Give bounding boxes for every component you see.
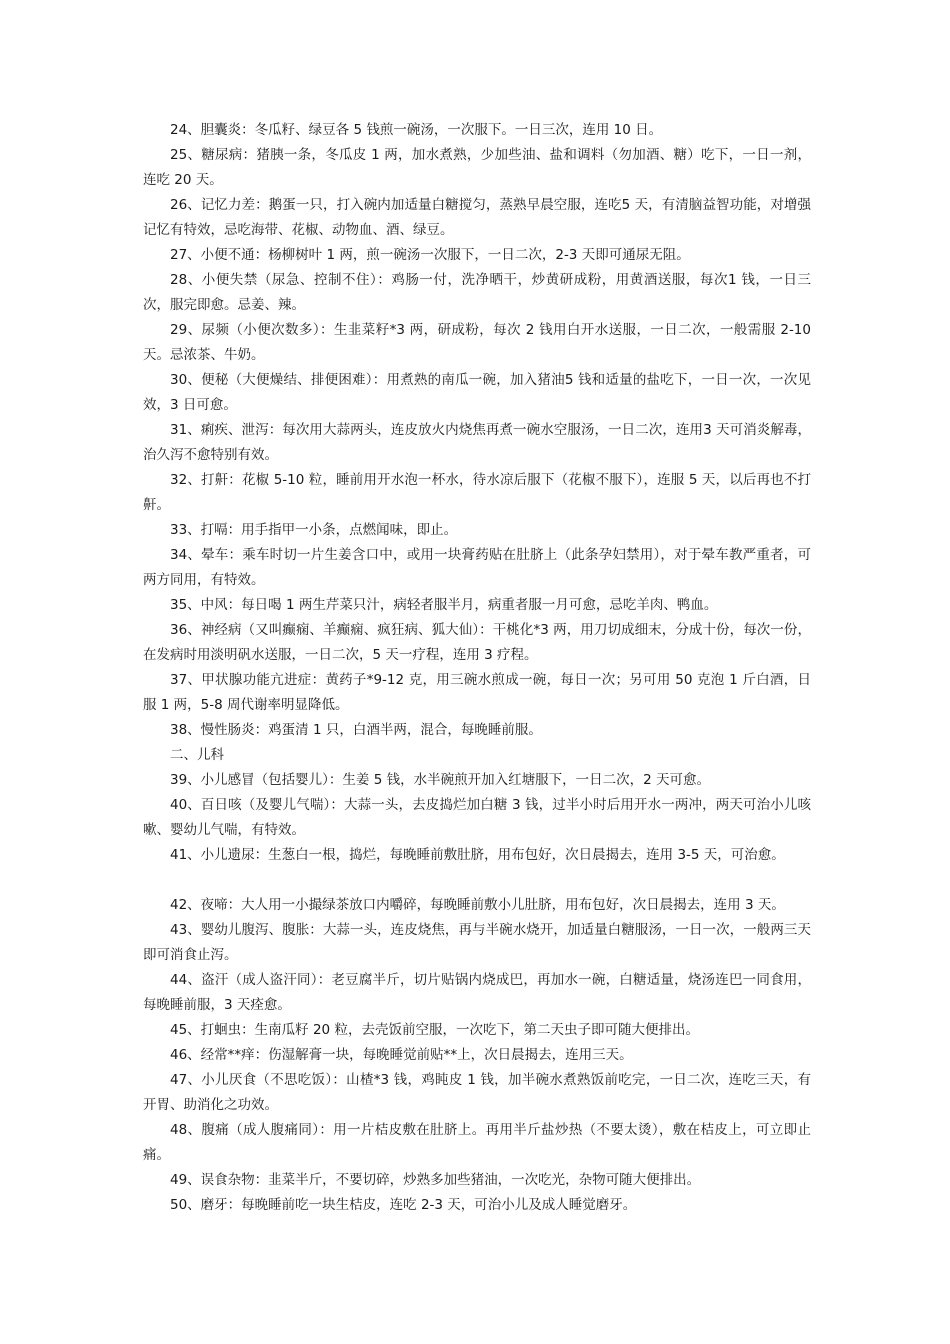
remedy-paragraph: 32、打鼾：花椒 5-10 粒，睡前用开水泡一杯水，待水凉后服下（花椒不服下），连服 5 天，以后再也不打鼾。	[143, 472, 811, 513]
remedy-paragraph: 35、中风：每日喝 1 两生芹菜只汁，病轻者服半月，病重者服一月可愈，忌吃羊肉、鸭血。	[170, 597, 718, 613]
remedy-paragraph: 33、打嗝：用手指甲一小条，点燃闻味，即止。	[170, 522, 458, 538]
remedy-paragraph: 45、打蛔虫：生南瓜籽 20 粒，去壳饭前空服，一次吃下，第二天虫子即可随大便排出。	[170, 1022, 699, 1038]
remedy-paragraph: 44、盗汗（成人盗汗同）：老豆腐半斤，切片贴锅内烧成巴，再加水一碗，白糖适量，烧汤连巴一同食用，每晚睡前服，3 天痊愈。	[143, 972, 811, 1013]
remedy-paragraph: 46、经常**痒：伤湿解膏一块，每晚睡觉前贴**上，次日晨揭去，连用三天。	[170, 1047, 633, 1063]
remedy-paragraph: 50、磨牙：每晚睡前吃一块生桔皮，连吃 2-3 天，可治小儿及成人睡觉磨牙。	[170, 1197, 637, 1213]
document-body	[143, 118, 811, 1218]
remedy-paragraph: 28、小便失禁（尿急、控制不住）：鸡肠一付，洗净晒干，炒黄研成粉，用黄酒送服，每次1 钱，一日三次，服完即愈。忌姜、辣。	[143, 272, 811, 313]
remedy-paragraph: 25、糖尿病：猪胰一条，冬瓜皮 1 两，加水煮熟，少加些油、盐和调料（勿加酒、糖）吃下，一日一剂，连吃 20 天。	[143, 147, 811, 188]
remedy-paragraph: 36、神经病（又叫癫痫、羊癫痫、疯狂病、狐大仙）：干桃化*3 两，用刀切成细末，分成十份，每次一份，在发病时用淡明矾水送服，一日二次，5 天一疗程，连用 3 疗程。	[143, 622, 811, 663]
remedy-paragraph: 43、婴幼儿腹泻、腹胀：大蒜一头，连皮烧焦，再与半碗水烧开，加适量白糖服汤，一日一次，一般两三天即可消食止泻。	[143, 922, 811, 963]
remedy-paragraph: 39、小儿感冒（包括婴儿）：生姜 5 钱，水半碗煎开加入红塘服下，一日二次，2 天可愈。	[170, 772, 710, 788]
section-heading-pediatrics: 二、儿科	[170, 747, 224, 763]
remedy-paragraph: 42、夜啼：大人用一小撮绿茶放口内嚼碎，每晚睡前敷小儿肚脐，用布包好，次日晨揭去，连用 3 天。	[170, 897, 785, 913]
remedy-paragraph: 34、晕车：乘车时切一片生姜含口中，或用一块膏药贴在肚脐上（此条孕妇禁用），对于晕车教严重者，可两方同用，有特效。	[143, 547, 811, 588]
remedy-paragraph: 27、小便不通：杨柳树叶 1 两，煎一碗汤一次服下，一日二次，2-3 天即可通尿无阻。	[170, 247, 690, 263]
remedy-paragraph: 30、便秘（大便燥结、排便困难）：用煮熟的南瓜一碗，加入猪油5 钱和适量的盐吃下，一日一次，一次见效，3 日可愈。	[143, 372, 811, 413]
remedy-paragraph: 41、小儿遗尿：生葱白一根，捣烂，每晚睡前敷肚脐，用布包好，次日晨揭去，连用 3-5 天，可治愈。	[170, 847, 785, 863]
remedy-paragraph: 40、百日咳（及婴儿气喘）：大蒜一头，去皮捣烂加白糖 3 钱，过半小时后用开水一两冲，两天可治小儿咳嗽、婴幼儿气喘，有特效。	[143, 797, 811, 838]
remedy-paragraph: 24、胆囊炎：冬瓜籽、绿豆各 5 钱煎一碗汤，一次服下。一日三次，连用 10 日。	[170, 122, 663, 138]
remedy-paragraph: 38、慢性肠炎：鸡蛋清 1 只，白酒半两，混合，每晚睡前服。	[170, 722, 542, 738]
remedy-paragraph: 37、甲状腺功能亢进症：黄药子*9-12 克，用三碗水煎成一碗，每日一次；另可用 50 克泡 1 斤白酒，日服 1 两，5-8 周代谢率明显降低。	[143, 672, 811, 713]
remedy-paragraph: 47、小儿厌食（不思吃饭）：山楂*3 钱，鸡盹皮 1 钱，加半碗水煮熟饭前吃完，一日二次，连吃三天，有开胃、助消化之功效。	[143, 1072, 811, 1113]
remedy-paragraph: 29、尿频（小便次数多）：生韭菜籽*3 两，研成粉，每次 2 钱用白开水送服，一日二次，一般需服 2-10 天。忌浓茶、牛奶。	[143, 322, 811, 363]
remedy-paragraph: 31、痢疾、泄泻：每次用大蒜两头，连皮放火内烧焦再煮一碗水空服汤，一日二次，连用3 天可消炎解毒，治久泻不愈特别有效。	[143, 422, 811, 463]
remedy-paragraph: 26、记忆力差：鹅蛋一只，打入碗内加适量白糖搅匀，蒸熟早晨空服，连吃5 天，有清脑益智功能，对增强记忆有特效，忌吃海带、花椒、动物血、酒、绿豆。	[143, 197, 811, 238]
remedy-paragraph: 48、腹痛（成人腹痛同）：用一片桔皮敷在肚脐上。再用半斤盐炒热（不要太烫），敷在桔皮上，可立即止痛。	[143, 1122, 811, 1163]
remedy-paragraph: 49、误食杂物：韭菜半斤，不要切碎，炒熟多加些猪油，一次吃光，杂物可随大便排出。	[170, 1172, 701, 1188]
